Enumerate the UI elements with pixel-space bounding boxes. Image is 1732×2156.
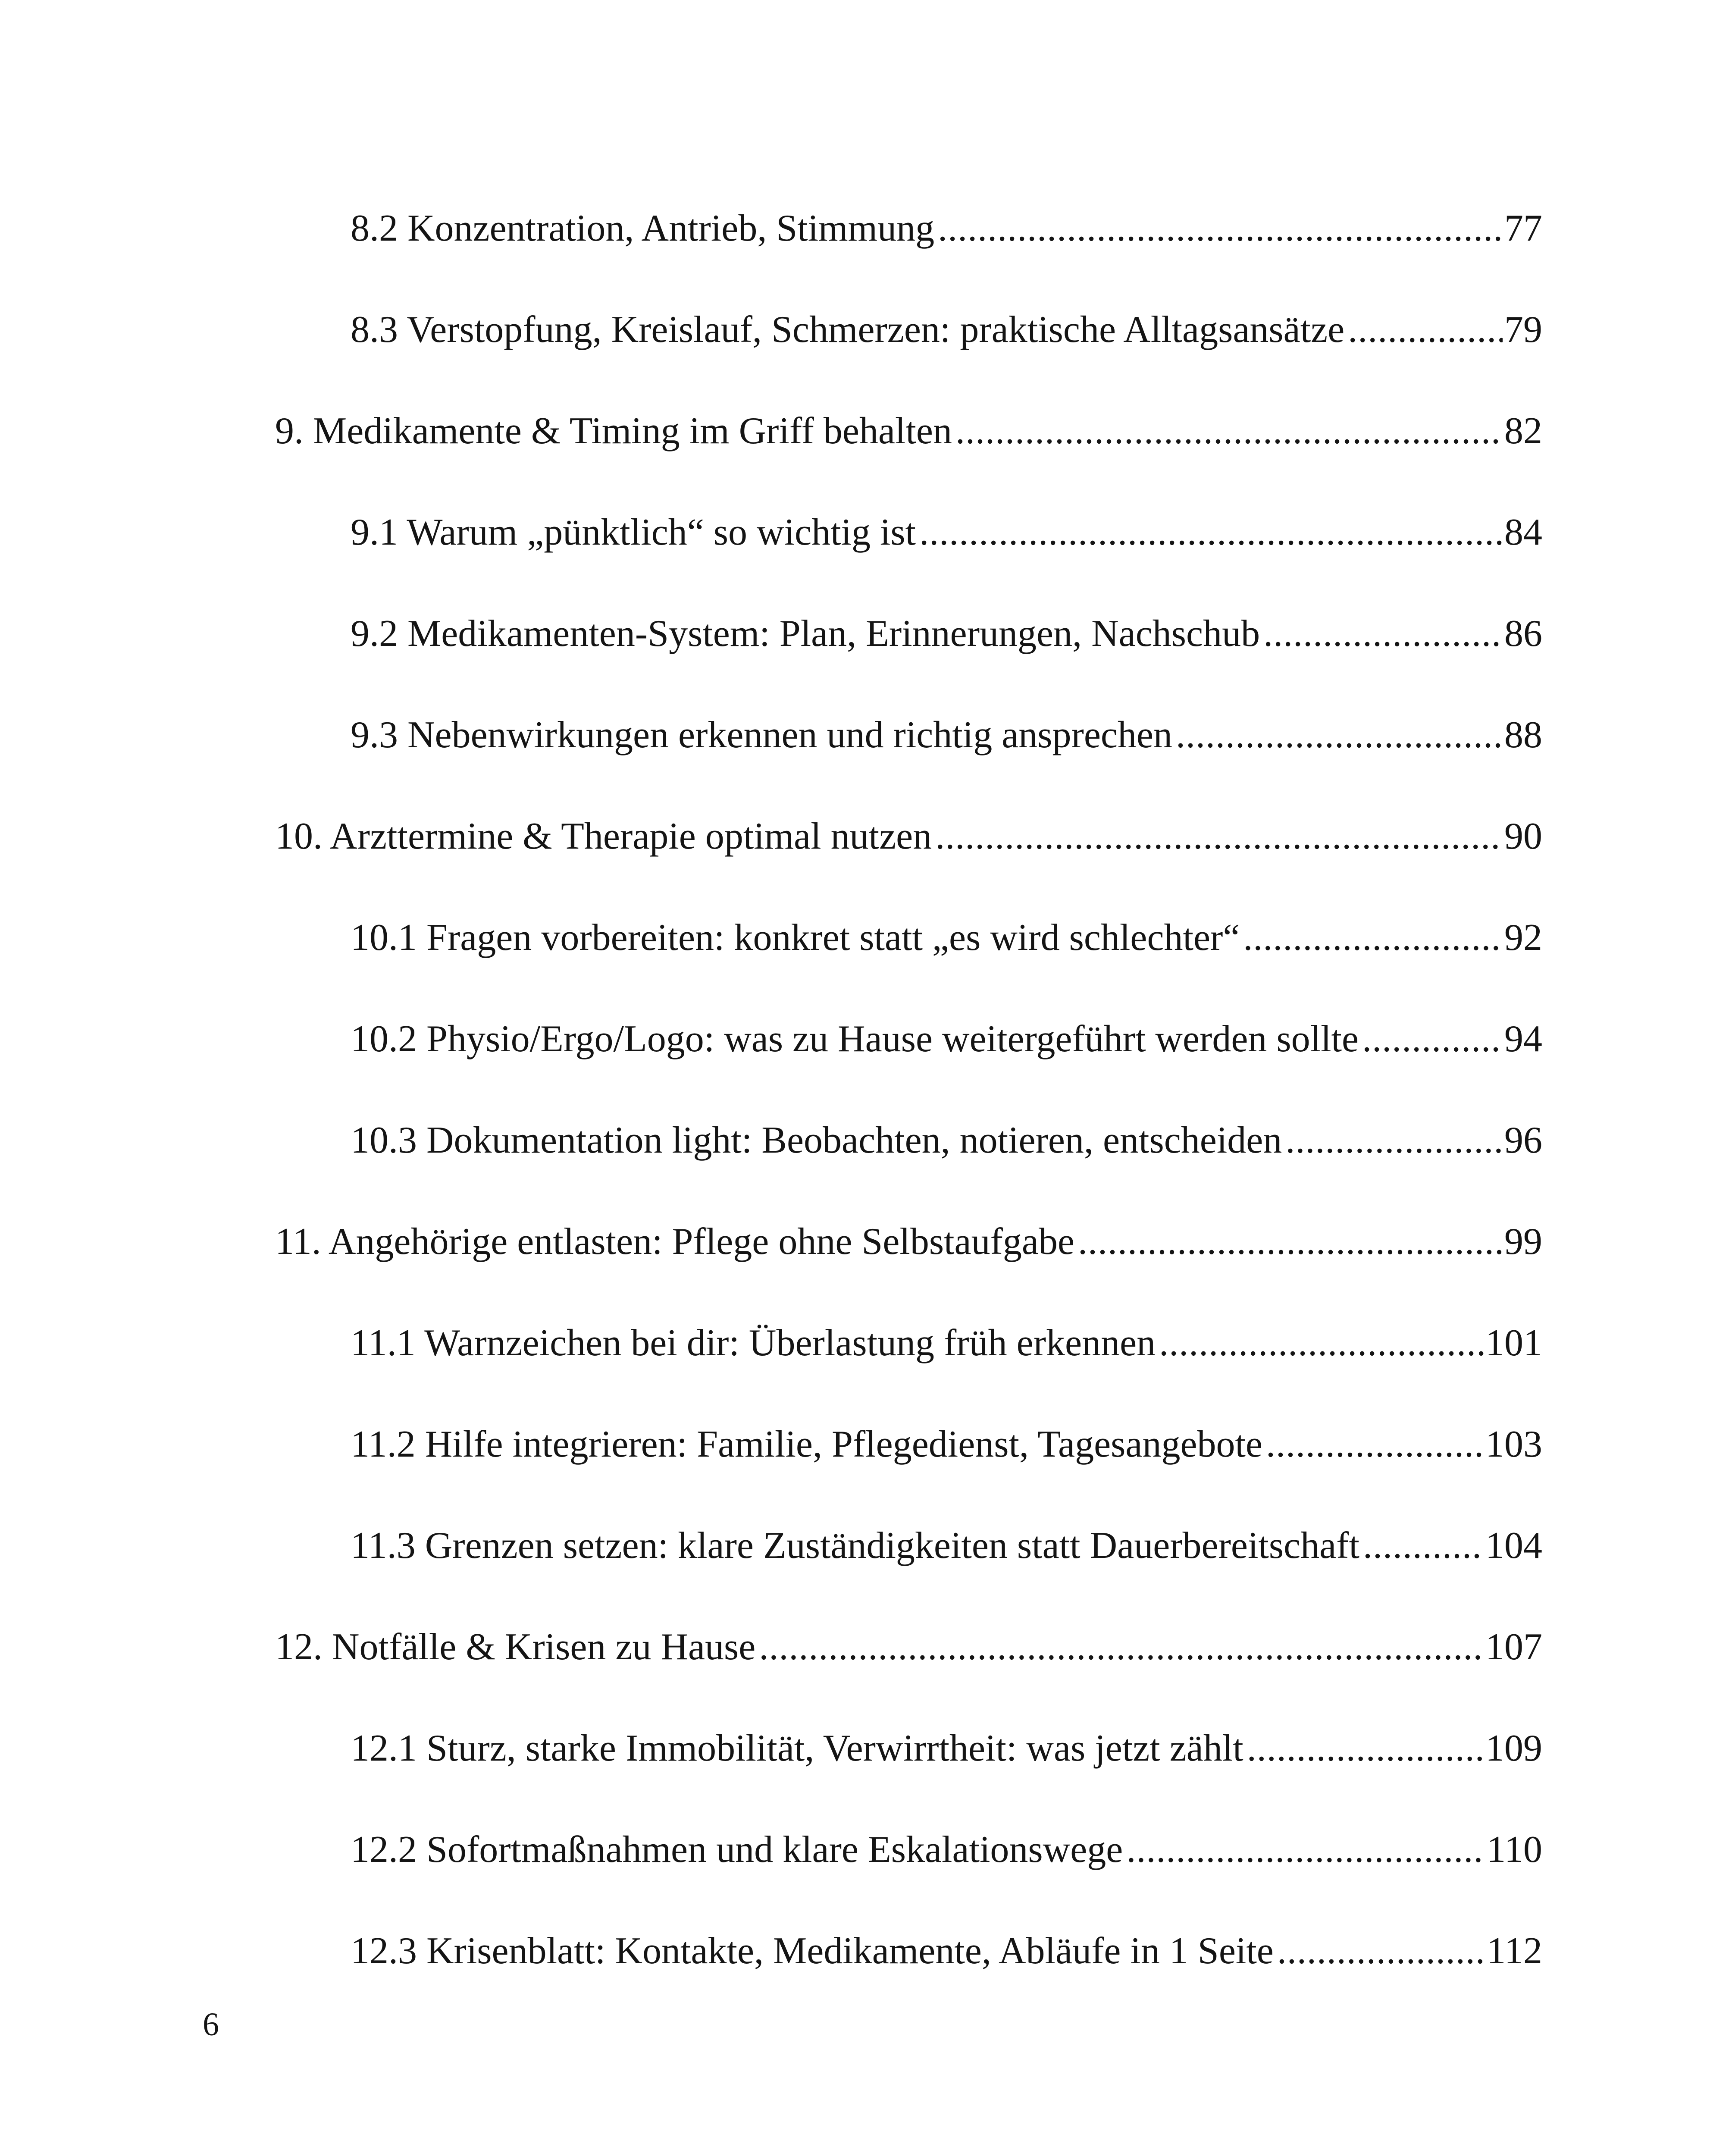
toc-entry-title: 10.3 Dokumentation light: Beobachten, notieren, entscheiden: [351, 1119, 1282, 1161]
toc-entry-title: 12. Notfälle & Krisen zu Hause: [275, 1626, 756, 1668]
toc-entry-title: 11.3 Grenzen setzen: klare Zuständigkeiten statt Dauerbereitschaft: [351, 1525, 1359, 1567]
page-number: 6: [203, 2006, 219, 2043]
toc-entry-title: 9.1 Warum „pünktlich“ so wichtig ist: [351, 511, 916, 553]
toc-entry-title: 10.1 Fragen vorbereiten: konkret statt „es wird schlechter“: [351, 917, 1240, 959]
toc-entry-9-1: [351, 507, 1542, 558]
toc-entry-title: 10.2 Physio/Ergo/Logo: was zu Hause weitergeführt werden sollte: [351, 1018, 1359, 1060]
toc-entry-page: 79: [1504, 309, 1542, 351]
toc-entry-10: [275, 811, 1542, 862]
toc-entry-title: 11.2 Hilfe integrieren: Familie, Pflegedienst, Tagesangebote: [351, 1423, 1263, 1465]
toc-entry-title: 12.2 Sofortmaßnahmen und klare Eskalationswege: [351, 1829, 1123, 1871]
toc-entry-title: 11.1 Warnzeichen bei dir: Überlastung früh erkennen: [351, 1322, 1156, 1364]
toc-entry-title: 9.2 Medikamenten-System: Plan, Erinnerungen, Nachschub: [351, 613, 1260, 655]
dot-leader: [1159, 1317, 1484, 1369]
toc-entry-page: 90: [1504, 815, 1542, 857]
toc-entry-page: 104: [1485, 1525, 1542, 1567]
dot-leader: [1247, 1723, 1484, 1774]
toc-entry-page: 82: [1504, 410, 1542, 452]
dot-leader: [1266, 1419, 1484, 1470]
dot-leader: [1078, 1216, 1503, 1268]
toc-entry-10-1: [351, 912, 1542, 964]
dot-leader: [1126, 1824, 1485, 1876]
toc-entry-page: 88: [1504, 714, 1542, 756]
toc-entry-page: 77: [1504, 207, 1542, 249]
toc-entry-title: 9. Medikamente & Timing im Griff behalten: [275, 410, 952, 452]
toc-entry-8-3: [351, 304, 1542, 356]
dot-leader: [1362, 1013, 1503, 1065]
toc-entry-page: 84: [1504, 511, 1542, 553]
dot-leader: [1263, 608, 1503, 660]
dot-leader: [935, 811, 1503, 862]
toc-entry-page: 99: [1504, 1221, 1542, 1263]
dot-leader: [1285, 1115, 1503, 1166]
dot-leader: [759, 1621, 1484, 1673]
toc-entry-title: 10. Arzttermine & Therapie optimal nutzen: [275, 815, 932, 857]
toc-entry-12-1: [351, 1723, 1542, 1774]
toc-entry-title: 8.3 Verstopfung, Kreislauf, Schmerzen: praktische Alltagsansätze: [351, 309, 1345, 351]
dot-leader: [1243, 912, 1503, 964]
toc-entry-page: 107: [1485, 1626, 1542, 1668]
toc-entry-11-2: [351, 1419, 1542, 1470]
toc-entry-title: 12.3 Krisenblatt: Kontakte, Medikamente, Abläufe in 1 Seite: [351, 1930, 1274, 1972]
toc-entry-10-3: [351, 1115, 1542, 1166]
toc-entry-12-3: [351, 1925, 1542, 1977]
toc-entry-12: [275, 1621, 1542, 1673]
toc-entry-title: 8.2 Konzentration, Antrieb, Stimmung: [351, 207, 935, 249]
toc-entry-page: 86: [1504, 613, 1542, 655]
toc-entry-title: 9.3 Nebenwirkungen erkennen und richtig ansprechen: [351, 714, 1173, 756]
toc-entry-page: 112: [1487, 1930, 1542, 1972]
toc-entry-page: 110: [1487, 1829, 1542, 1871]
dot-leader: [1176, 709, 1503, 761]
dot-leader: [938, 203, 1503, 254]
toc-entry-12-2: [351, 1824, 1542, 1876]
toc-entry-page: 101: [1485, 1322, 1542, 1364]
toc-entry-8-2: [351, 203, 1542, 254]
dot-leader: [1348, 304, 1503, 356]
dot-leader: [1277, 1925, 1485, 1977]
toc-entry-9-2: [351, 608, 1542, 660]
toc-entry-page: 94: [1504, 1018, 1542, 1060]
toc-entry-11-1: [351, 1317, 1542, 1369]
toc-entry-11: [275, 1216, 1542, 1268]
dot-leader: [919, 507, 1503, 558]
toc-entry-9: [275, 405, 1542, 457]
toc-entry-page: 109: [1485, 1727, 1542, 1769]
dot-leader: [955, 405, 1503, 457]
toc-entry-11-3: [351, 1520, 1542, 1572]
toc-entry-page: 103: [1485, 1423, 1542, 1465]
toc-entry-title: 12.1 Sturz, starke Immobilität, Verwirrtheit: was jetzt zählt: [351, 1727, 1243, 1769]
toc-entry-10-2: [351, 1013, 1542, 1065]
dot-leader: [1363, 1520, 1484, 1572]
toc-entry-9-3: [351, 709, 1542, 761]
toc-entry-title: 11. Angehörige entlasten: Pflege ohne Selbstaufgabe: [275, 1221, 1075, 1263]
toc-entry-page: 92: [1504, 917, 1542, 959]
toc-entry-page: 96: [1504, 1119, 1542, 1161]
